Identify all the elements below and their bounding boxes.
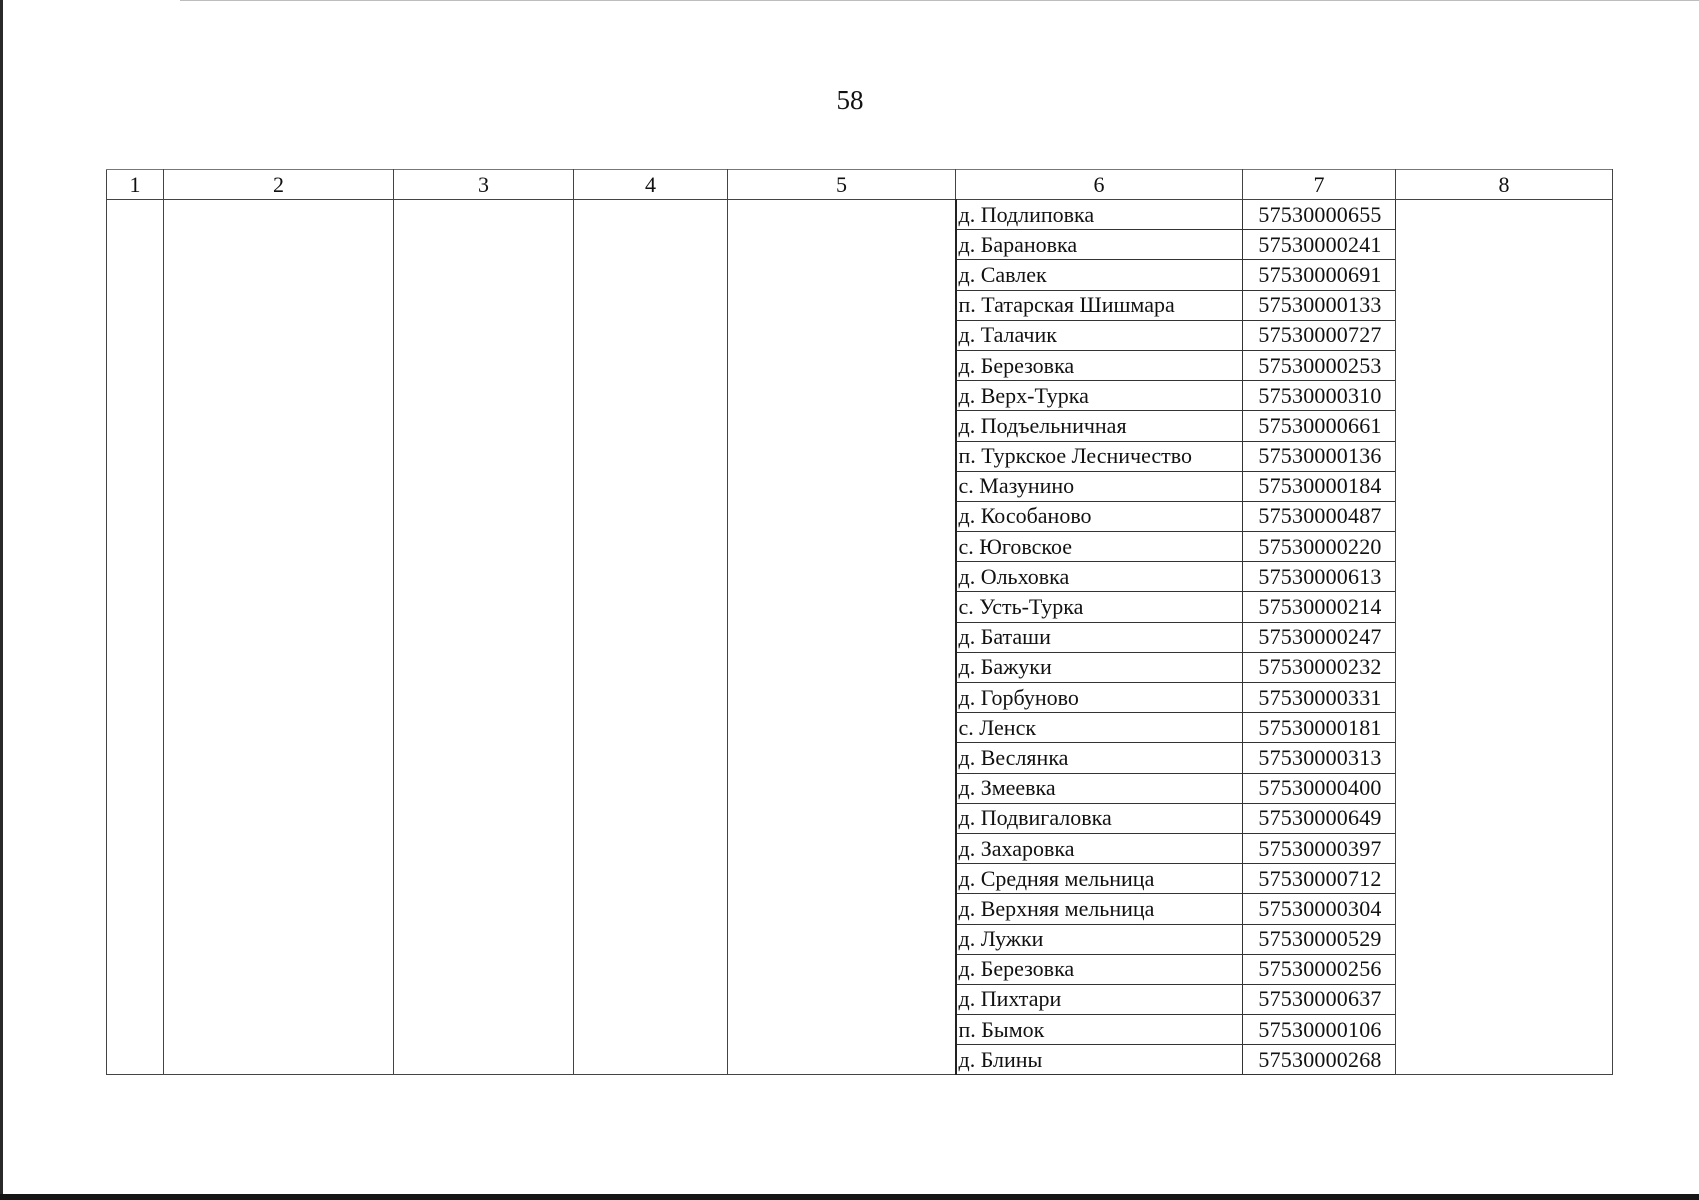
settlements-table (106, 169, 1613, 1075)
settlement-code-cell: 57530000310 (1243, 381, 1396, 411)
column-header-3: 3 (394, 170, 574, 200)
settlement-code-cell: 57530000400 (1243, 773, 1396, 803)
settlement-name-cell: д. Бажуки (956, 652, 1243, 682)
settlement-code-cell: 57530000712 (1243, 864, 1396, 894)
settlement-code-cell: 57530000247 (1243, 622, 1396, 652)
settlement-code-cell: 57530000313 (1243, 743, 1396, 773)
settlement-code-cell: 57530000220 (1243, 532, 1396, 562)
column-header-4: 4 (574, 170, 728, 200)
settlement-name-cell: с. Мазунино (956, 471, 1243, 501)
column-header-7: 7 (1243, 170, 1396, 200)
settlement-code-cell: 57530000304 (1243, 894, 1396, 924)
settlement-name-cell: д. Горбуново (956, 683, 1243, 713)
settlement-code-cell: 57530000106 (1243, 1015, 1396, 1045)
settlement-name-cell: д. Подъельничная (956, 411, 1243, 441)
settlement-code-cell: 57530000241 (1243, 230, 1396, 260)
settlement-name-cell: д. Барановка (956, 230, 1243, 260)
settlement-name-cell: д. Талачик (956, 320, 1243, 350)
column-header-8: 8 (1396, 170, 1613, 200)
column-header-1: 1 (107, 170, 164, 200)
settlement-name-cell: д. Верх-Турка (956, 381, 1243, 411)
column-2-cell (164, 200, 394, 1075)
scan-bottom-edge (0, 1194, 1699, 1200)
settlement-name-cell: д. Захаровка (956, 833, 1243, 863)
scan-left-edge (0, 0, 3, 1200)
settlement-name-cell: д. Ольховка (956, 562, 1243, 592)
settlement-name-cell: д. Пихтари (956, 984, 1243, 1014)
settlement-name-cell: д. Веслянка (956, 743, 1243, 773)
column-8-cell (1396, 200, 1613, 1075)
settlement-name-cell: с. Усть-Турка (956, 592, 1243, 622)
settlement-name-cell: д. Верхняя мельница (956, 894, 1243, 924)
settlement-code-cell: 57530000256 (1243, 954, 1396, 984)
settlement-name-cell: с. Ленск (956, 713, 1243, 743)
settlement-code-cell: 57530000331 (1243, 683, 1396, 713)
settlement-name-cell: п. Туркское Лесничество (956, 441, 1243, 471)
settlement-name-cell: д. Березовка (956, 954, 1243, 984)
column-header-2: 2 (164, 170, 394, 200)
settlement-code-cell: 57530000649 (1243, 803, 1396, 833)
table-row (107, 200, 1613, 230)
settlement-code-cell: 57530000133 (1243, 290, 1396, 320)
settlement-code-cell: 57530000397 (1243, 833, 1396, 863)
settlement-name-cell: п. Бымок (956, 1015, 1243, 1045)
column-3-cell (394, 200, 574, 1075)
settlement-code-cell: 57530000727 (1243, 320, 1396, 350)
settlement-code-cell: 57530000661 (1243, 411, 1396, 441)
settlement-code-cell: 57530000691 (1243, 260, 1396, 290)
settlement-code-cell: 57530000487 (1243, 501, 1396, 531)
settlement-code-cell: 57530000136 (1243, 441, 1396, 471)
settlement-name-cell: д. Березовка (956, 350, 1243, 380)
settlement-code-cell: 57530000637 (1243, 984, 1396, 1014)
settlement-code-cell: 57530000214 (1243, 592, 1396, 622)
settlement-name-cell: д. Средняя мельница (956, 864, 1243, 894)
settlement-name-cell: д. Подлиповка (956, 200, 1243, 230)
settlement-code-cell: 57530000655 (1243, 200, 1396, 230)
scan-top-edge (180, 0, 1699, 1)
column-header-5: 5 (728, 170, 956, 200)
settlement-code-cell: 57530000253 (1243, 350, 1396, 380)
settlement-name-cell: д. Блины (956, 1045, 1243, 1075)
table-header-row (107, 170, 1613, 200)
settlement-code-cell: 57530000268 (1243, 1045, 1396, 1075)
settlement-name-cell: д. Кособаново (956, 501, 1243, 531)
settlement-name-cell: п. Татарская Шишмара (956, 290, 1243, 320)
settlement-code-cell: 57530000184 (1243, 471, 1396, 501)
settlement-name-cell: д. Лужки (956, 924, 1243, 954)
settlement-name-cell: д. Змеевка (956, 773, 1243, 803)
settlement-code-cell: 57530000529 (1243, 924, 1396, 954)
column-header-6: 6 (956, 170, 1243, 200)
table-body (107, 200, 1613, 1075)
column-1-cell (107, 200, 164, 1075)
settlement-code-cell: 57530000613 (1243, 562, 1396, 592)
settlement-code-cell: 57530000232 (1243, 652, 1396, 682)
column-4-cell (574, 200, 728, 1075)
settlement-name-cell: с. Юговское (956, 532, 1243, 562)
settlement-code-cell: 57530000181 (1243, 713, 1396, 743)
column-5-cell (728, 200, 956, 1075)
settlement-name-cell: д. Подвигаловка (956, 803, 1243, 833)
page-number: 58 (836, 85, 864, 115)
settlement-name-cell: д. Баташи (956, 622, 1243, 652)
settlement-name-cell: д. Савлек (956, 260, 1243, 290)
